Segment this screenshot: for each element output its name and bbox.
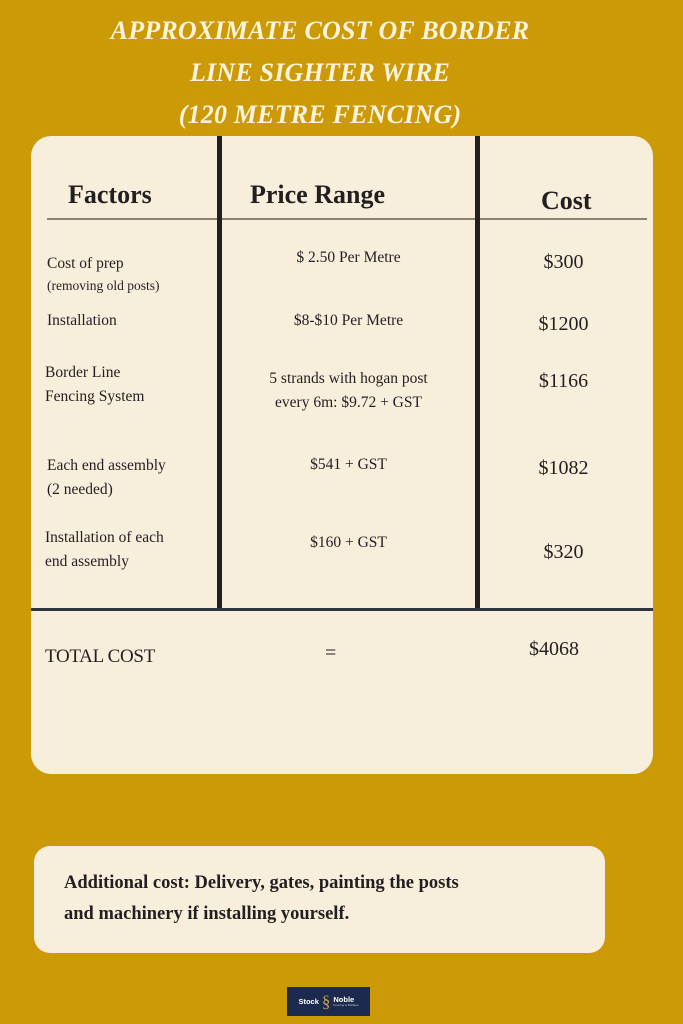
factor-cell: (2 needed) — [47, 481, 113, 498]
cost-cell: $300 — [543, 251, 584, 273]
logo-mark-icon: § — [321, 992, 331, 1011]
logo-right — [333, 996, 358, 1008]
note-line-1: Additional cost: Delivery, gates, painting the posts — [64, 873, 459, 893]
factor-cell: Installation of each — [45, 529, 164, 546]
cost-cell: $1200 — [538, 313, 589, 335]
additional-cost-note — [34, 846, 605, 953]
page-title — [0, 10, 640, 136]
header-factors: Factors — [68, 180, 152, 209]
price-cell: every 6m: $9.72 + GST — [275, 394, 422, 411]
logo-tagline: Fencing & Builders — [333, 1003, 359, 1008]
header-rule — [47, 218, 217, 220]
note-line-2: and machinery if installing yourself. — [64, 904, 350, 924]
brand-logo — [287, 987, 370, 1016]
factor-cell: Fencing System — [45, 388, 145, 405]
factor-cell: Each end assembly — [47, 457, 166, 474]
price-cell: $160 + GST — [310, 534, 387, 551]
factor-cell: Installation — [47, 312, 117, 329]
cost-cell: $1166 — [538, 370, 589, 392]
price-cell: 5 strands with hogan post — [269, 370, 428, 387]
total-divider — [31, 608, 653, 611]
price-cell: $541 + GST — [310, 456, 387, 473]
header-rule — [222, 218, 475, 220]
factor-cell: Cost of prep — [47, 255, 124, 272]
total-equals: = — [325, 642, 337, 664]
total-value: $4068 — [529, 638, 579, 660]
factor-note: (removing old posts) — [47, 278, 160, 293]
factor-cell: Border Line — [45, 364, 121, 381]
cost-cell: $320 — [543, 541, 584, 563]
logo-text-left: Stock — [298, 997, 319, 1006]
title-line-2: LINE SIGHTER WIRE — [189, 58, 451, 87]
cost-cell: $1082 — [538, 457, 589, 479]
title-line-3: (120 METRE FENCING) — [178, 100, 462, 129]
header-cost: Cost — [541, 186, 592, 215]
header-price-range: Price Range — [250, 180, 386, 209]
total-label: TOTAL COST — [45, 646, 156, 667]
logo-text-right: Noble — [333, 994, 355, 1004]
title-line-1: APPROXIMATE COST OF BORDER — [110, 16, 530, 45]
header-rule — [480, 218, 647, 220]
factor-cell: end assembly — [45, 553, 129, 570]
cost-table-card — [31, 136, 653, 774]
price-cell: $ 2.50 Per Metre — [296, 249, 401, 266]
price-cell: $8-$10 Per Metre — [293, 312, 404, 329]
